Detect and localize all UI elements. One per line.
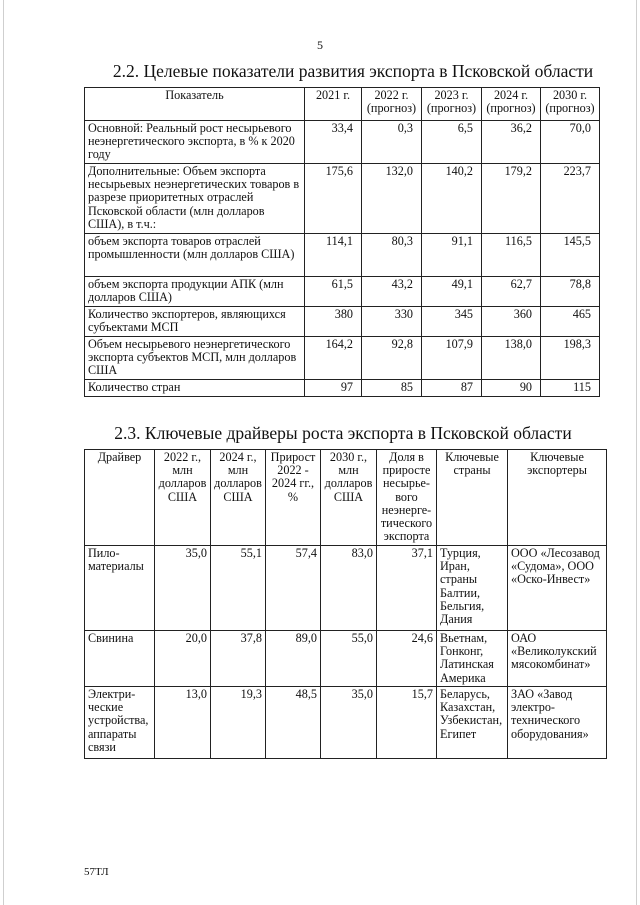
value-cell: 114,1 (305, 234, 362, 277)
value-cell: 179,2 (482, 164, 541, 234)
table-row (85, 234, 600, 277)
key-exporters: ОАО «Великолукский мясокомбинат» (508, 631, 607, 687)
table-row (85, 307, 600, 337)
column-header: 2030 г. (прогноз) (541, 88, 600, 121)
value-cell: 90 (482, 380, 541, 397)
value-cell: 89,0 (266, 631, 321, 687)
column-header: 2024 г. (прогноз) (482, 88, 541, 121)
value-cell: 164,2 (305, 337, 362, 380)
key-countries: Турция, Иран, страны Балтии, Бельгия, Дания (437, 546, 508, 631)
document-code: 57ТЛ (84, 866, 109, 878)
value-cell: 78,8 (541, 277, 600, 307)
table-row (85, 687, 607, 759)
indicator-name: Количество экспортеров, являющихся субъектами МСП (85, 307, 305, 337)
value-cell: 330 (362, 307, 422, 337)
table-header-row (85, 88, 600, 121)
indicator-name: объем экспорта продукции АПК (млн долларов США) (85, 277, 305, 307)
value-cell: 140,2 (422, 164, 482, 234)
value-cell: 198,3 (541, 337, 600, 380)
driver-name: Пило-материалы (85, 546, 155, 631)
value-cell: 13,0 (155, 687, 211, 759)
table-row (85, 631, 607, 687)
key-exporters: ООО «Лесозавод «Судома», ООО «Оско-Инвест» (508, 546, 607, 631)
key-countries: Вьетнам, Гонконг, Латинская Америка (437, 631, 508, 687)
column-header: Доля в приросте несырье-вого неэнерге-тического экспорта (377, 450, 437, 546)
value-cell: 132,0 (362, 164, 422, 234)
column-header: Показатель (85, 88, 305, 121)
value-cell: 380 (305, 307, 362, 337)
value-cell: 62,7 (482, 277, 541, 307)
value-cell: 223,7 (541, 164, 600, 234)
drivers-table (84, 449, 607, 759)
value-cell: 20,0 (155, 631, 211, 687)
column-header: Ключевые экспортеры (508, 450, 607, 546)
indicator-name: Количество стран (85, 380, 305, 397)
value-cell: 138,0 (482, 337, 541, 380)
indicator-name: объем экспорта товаров отраслей промышленности (млн долларов США) (85, 234, 305, 277)
key-countries: Беларусь, Казахстан, Узбекистан, Египет (437, 687, 508, 759)
value-cell: 107,9 (422, 337, 482, 380)
driver-name: Свинина (85, 631, 155, 687)
key-exporters: ЗАО «Завод электро-технического оборудования» (508, 687, 607, 759)
table-row (85, 546, 607, 631)
indicator-name: Объем несырьевого неэнергетического экспорта субъектов МСП, млн долларов США (85, 337, 305, 380)
value-cell: 175,6 (305, 164, 362, 234)
value-cell: 57,4 (266, 546, 321, 631)
value-cell: 80,3 (362, 234, 422, 277)
page-number: 5 (317, 38, 323, 52)
value-cell: 360 (482, 307, 541, 337)
value-cell: 145,5 (541, 234, 600, 277)
scan-right-edge (636, 0, 637, 905)
value-cell: 49,1 (422, 277, 482, 307)
value-cell: 85 (362, 380, 422, 397)
value-cell: 6,5 (422, 121, 482, 164)
value-cell: 55,0 (321, 631, 377, 687)
column-header: 2021 г. (305, 88, 362, 121)
table-header-row (85, 450, 607, 546)
value-cell: 465 (541, 307, 600, 337)
table-row (85, 164, 600, 234)
column-header: 2030 г., млн долларов США (321, 450, 377, 546)
value-cell: 35,0 (321, 687, 377, 759)
column-header: 2023 г. (прогноз) (422, 88, 482, 121)
targets-table (84, 87, 600, 397)
column-header: Прирост 2022 - 2024 гг., % (266, 450, 321, 546)
value-cell: 70,0 (541, 121, 600, 164)
value-cell: 115 (541, 380, 600, 397)
value-cell: 55,1 (211, 546, 266, 631)
value-cell: 35,0 (155, 546, 211, 631)
table-row (85, 277, 600, 307)
value-cell: 87 (422, 380, 482, 397)
value-cell: 19,3 (211, 687, 266, 759)
value-cell: 43,2 (362, 277, 422, 307)
value-cell: 92,8 (362, 337, 422, 380)
column-header: 2022 г. (прогноз) (362, 88, 422, 121)
indicator-name: Дополнительные: Объем экспорта несырьевых неэнергетических товаров в разрезе приоритетных отраслей Псковской области (млн долларов США), в т.ч.: (85, 164, 305, 234)
column-header: 2024 г., млн долларов США (211, 450, 266, 546)
driver-name: Электри-ческие устройства, аппараты связи (85, 687, 155, 759)
section-title-targets: 2.2. Целевые показатели развития экспорта в Псковской области (112, 61, 594, 81)
table-row (85, 337, 600, 380)
value-cell: 15,7 (377, 687, 437, 759)
value-cell: 97 (305, 380, 362, 397)
value-cell: 24,6 (377, 631, 437, 687)
column-header: 2022 г., млн долларов США (155, 450, 211, 546)
value-cell: 83,0 (321, 546, 377, 631)
value-cell: 36,2 (482, 121, 541, 164)
value-cell: 116,5 (482, 234, 541, 277)
value-cell: 61,5 (305, 277, 362, 307)
column-header: Ключевые страны (437, 450, 508, 546)
value-cell: 33,4 (305, 121, 362, 164)
value-cell: 345 (422, 307, 482, 337)
table-row (85, 121, 600, 164)
column-header: Драйвер (85, 450, 155, 546)
indicator-name: Основной: Реальный рост несырьевого неэнергетического экспорта, в % к 2020 году (85, 121, 305, 164)
value-cell: 48,5 (266, 687, 321, 759)
section-title-drivers: 2.3. Ключевые драйверы роста экспорта в Псковской области (114, 423, 572, 443)
value-cell: 0,3 (362, 121, 422, 164)
value-cell: 91,1 (422, 234, 482, 277)
value-cell: 37,8 (211, 631, 266, 687)
value-cell: 37,1 (377, 546, 437, 631)
table-row (85, 380, 600, 397)
scan-left-edge (3, 0, 4, 905)
